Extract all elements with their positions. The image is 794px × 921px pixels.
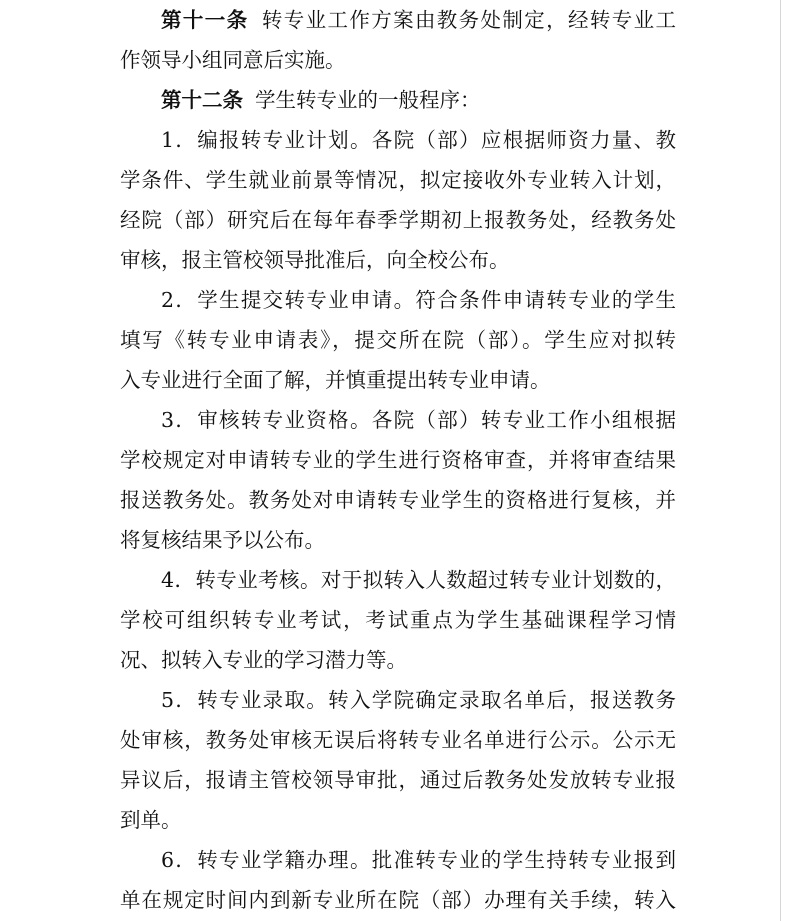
page-edge-divider (780, 0, 781, 921)
item-1-line-4: 审核，报主管校领导批准后，向全校公布。 (120, 248, 510, 272)
item-2-line-2: 填写《转专业申请表》，提交所在院（部）。学生应对拟转 (120, 328, 676, 352)
article-11-line-1 (161, 0, 676, 40)
article-12-intro: 学生转专业的一般程序： (255, 88, 481, 112)
item-6-line-1: 6．转专业学籍办理。批准转专业的学生持转专业报到 (161, 848, 676, 872)
article-11-line-2: 作领导小组同意后实施。 (120, 48, 346, 72)
item-5-line-4: 到单。 (120, 808, 182, 832)
item-3-line-3: 报送教务处。教务处对申请转专业学生的资格进行复核，并 (120, 488, 676, 512)
item-1-line-3: 经院（部）研究后在每年春季学期初上报教务处，经教务处 (120, 208, 676, 232)
item-5-line-1: 5．转专业录取。转入学院确定录取名单后，报送教务 (161, 688, 676, 712)
item-1-line-2: 学条件、学生就业前景等情况，拟定接收外专业转入计划， (120, 168, 676, 192)
item-3-line-4: 将复核结果予以公布。 (120, 528, 325, 552)
item-1-line-1: 1．编报转专业计划。各院（部）应根据师资力量、教 (161, 128, 676, 152)
item-4-line-1: 4．转专业考核。对于拟转入人数超过转专业计划数的， (161, 568, 676, 592)
article-12-heading: 第十二条 (161, 88, 243, 112)
item-6-line-2: 单在规定时间内到新专业所在院（部）办理有关手续，转入 (120, 888, 676, 912)
item-5-line-2: 处审核，教务处审核无误后将转专业名单进行公示。公示无 (120, 728, 676, 752)
item-3-line-1: 3．审核转专业资格。各院（部）转专业工作小组根据 (161, 408, 676, 432)
item-2-line-3: 入专业进行全面了解，并慎重提出转专业申请。 (120, 368, 551, 392)
article-12-line-1 (161, 80, 676, 120)
item-4-line-3: 况、拟转入专业的学习潜力等。 (120, 648, 407, 672)
article-11-heading: 第十一条 (161, 8, 249, 32)
item-4-line-2: 学校可组织转专业考试，考试重点为学生基础课程学习情 (120, 608, 676, 632)
item-3-line-2: 学校规定对申请转专业的学生进行资格审查，并将审查结果 (120, 448, 676, 472)
article-11-text: 转专业工作方案由教务处制定，经转专业工 (260, 8, 677, 32)
item-2-line-1: 2．学生提交转专业申请。符合条件申请转专业的学生 (161, 288, 676, 312)
item-5-line-3: 异议后，报请主管校领导审批，通过后教务处发放转专业报 (120, 768, 676, 792)
